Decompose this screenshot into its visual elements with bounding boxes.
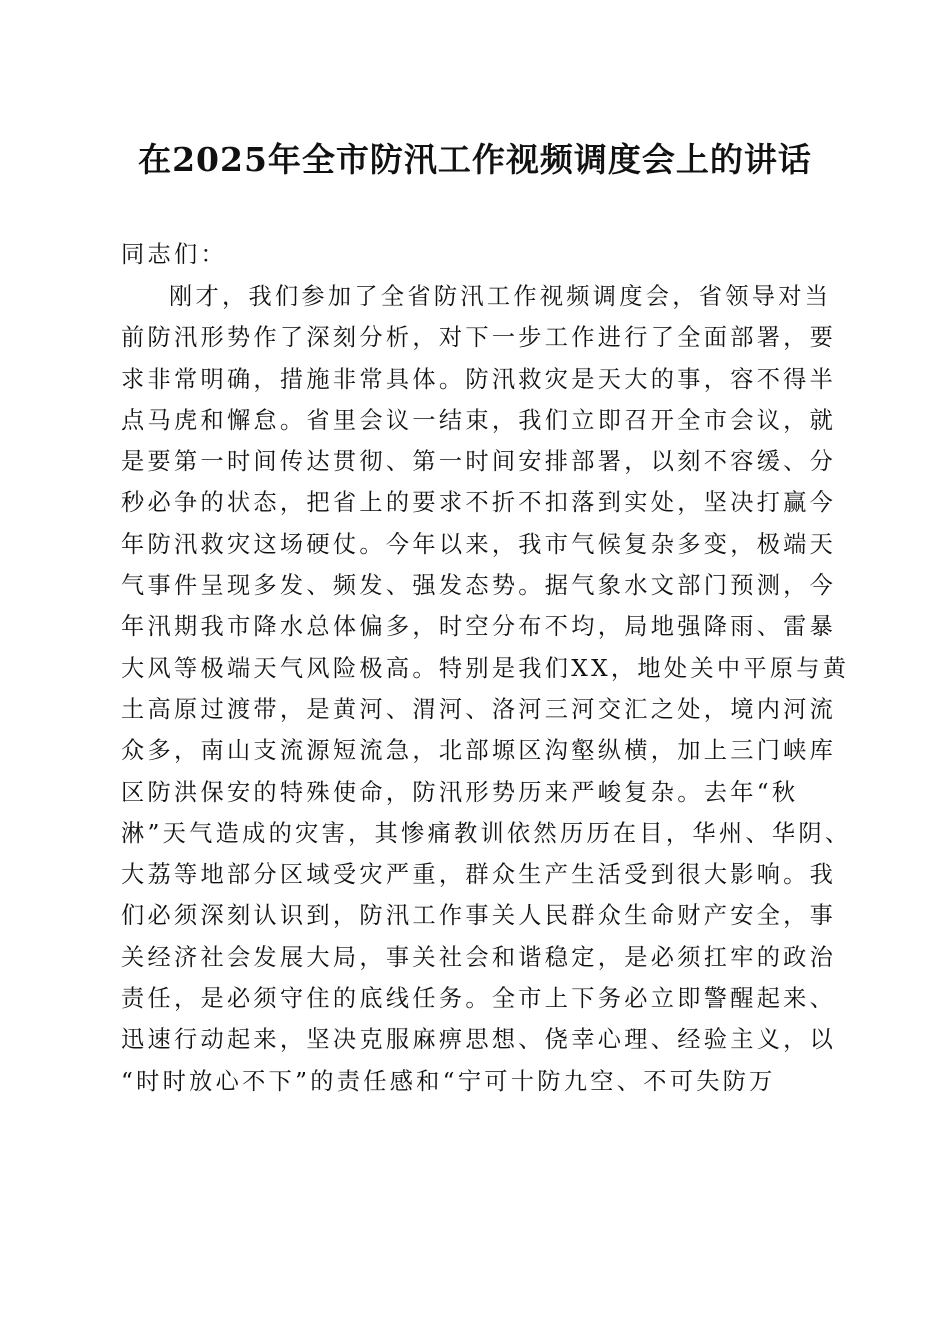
body-paragraph (121, 276, 852, 1102)
salutation: 同志们： (121, 241, 227, 268)
paragraph-line: 求非常明确，措施非常具体。防汛救灾是天大的事，容不得半 (121, 365, 837, 393)
paragraph-line: 责任，是必须守住的底线任务。全市上下务必立即警醒起来、 (121, 985, 837, 1013)
page-title: 在2025年全市防汛工作视频调度会上的讲话 (138, 140, 812, 179)
paragraph-line: 们必须深刻认识到，防汛工作事关人民群众生命财产安全，事 (121, 902, 837, 930)
paragraph-line: 关经济社会发展大局，事关社会和谐稳定，是必须扛牢的政治 (121, 943, 837, 971)
paragraph-line: 刚才，我们参加了全省防汛工作视频调度会，省领导对当 (169, 283, 832, 310)
paragraph-line: 迅速行动起来，坚决克服麻痹思想、侥幸心理、经验主义，以 (121, 1026, 837, 1054)
paragraph-line: 淋”天气造成的灾害，其惨痛教训依然历历在目，华州、华阴、 (121, 819, 852, 847)
paragraph-line: 众多，南山支流源短流急，北部塬区沟壑纵横，加上三门峡库 (121, 737, 837, 765)
paragraph-line: 土高原过渡带，是黄河、渭河、洛河三河交汇之处，境内河流 (121, 695, 837, 723)
paragraph-line: “时时放心不下”的责任感和“宁可十防九空、不可失防万 (121, 1067, 776, 1095)
paragraph-line: 区防洪保安的特殊使命，防汛形势历来严峻复杂。去年“秋 (121, 778, 799, 806)
paragraph-line: 年防汛救灾这场硬仗。今年以来，我市气候复杂多变，极端天 (121, 530, 837, 558)
paragraph-line: 是要第一时间传达贯彻、第一时间安排部署，以刻不容缓、分 (121, 448, 837, 476)
paragraph-line: 大风等极端天气风险极高。特别是我们XX，地处关中平原与黄 (121, 654, 850, 682)
paragraph-line: 大荔等地部分区域受灾严重，群众生产生活受到很大影响。我 (121, 861, 837, 889)
paragraph-line: 秒必争的状态，把省上的要求不折不扣落到实处，坚决打赢今 (121, 489, 837, 517)
paragraph-line: 前防汛形势作了深刻分析，对下一步工作进行了全面部署，要 (121, 324, 837, 352)
paragraph-line: 气事件呈现多发、频发、强发态势。据气象水文部门预测，今 (121, 572, 837, 600)
paragraph-line: 年汛期我市降水总体偏多，时空分布不均，局地强降雨、雷暴 (121, 613, 837, 641)
paragraph-line: 点马虎和懈怠。省里会议一结束，我们立即召开全市会议，就 (121, 406, 837, 434)
